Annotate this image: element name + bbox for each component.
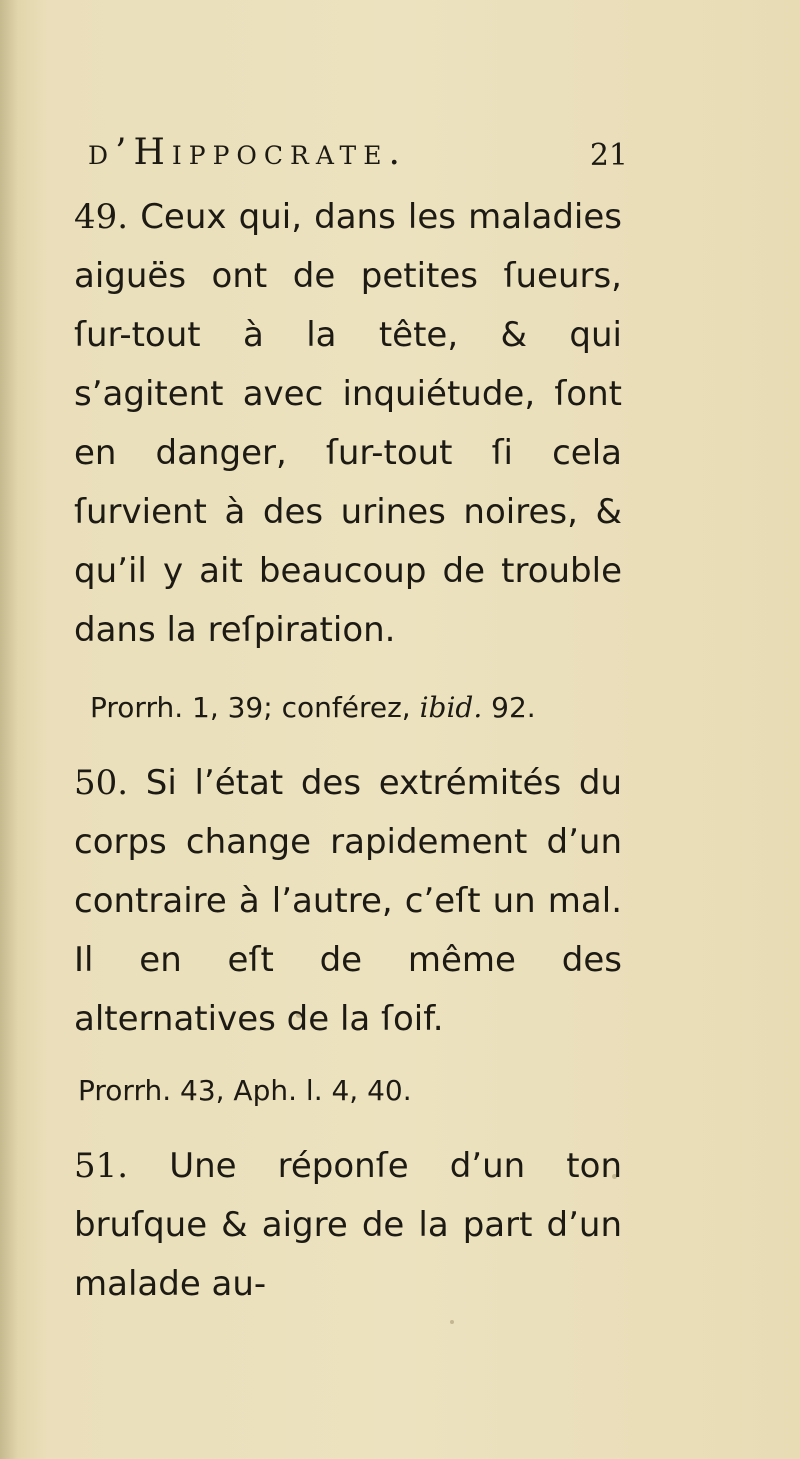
page-number: 21: [589, 138, 628, 173]
page-content: [42, 188, 622, 1314]
aphorism-49: [42, 188, 622, 660]
reference-prefix: Prorrh. 43, Aph. l. 4, 40.: [78, 1074, 412, 1107]
reference-italic: ibid.: [419, 691, 483, 724]
aphorism-50: [42, 754, 622, 1049]
aphorism-reference: [90, 688, 622, 728]
aphorism-text: Si l’état des extrémités du corps change rapidement d’un contraire à l’autre, c’eſt un mal. Il en eſt de même des alternatives de la ſoif.: [74, 763, 622, 1039]
aphorism-number: 50.: [74, 763, 129, 803]
reference-suffix: 92.: [491, 691, 536, 724]
aphorism-51: [42, 1137, 622, 1314]
aphorism-number: 51.: [74, 1146, 129, 1186]
aphorism-text: Ceux qui, dans les maladies aiguës ont de petites ſueurs, ſur-tout à la tête, & qui s’agitent avec inquiétude, ſont en danger, ſur-tout ſi cela ſurvient à des urines noires, & qu’il y ait beaucoup de trouble dans la reſpiration.: [74, 197, 622, 650]
paper-spot: [450, 1320, 454, 1324]
running-title: d’Hippocrate.: [88, 132, 407, 173]
aphorism-number: 49.: [74, 197, 129, 237]
aphorism-reference: [78, 1071, 622, 1111]
reference-prefix: Prorrh. 1, 39; conférez,: [90, 691, 411, 724]
page-edge-shadow: [0, 0, 18, 1459]
page-header: [88, 132, 628, 186]
aphorism-text: Une réponſe d’un ton bruſque & aigre de la part d’un malade au-: [74, 1146, 622, 1304]
